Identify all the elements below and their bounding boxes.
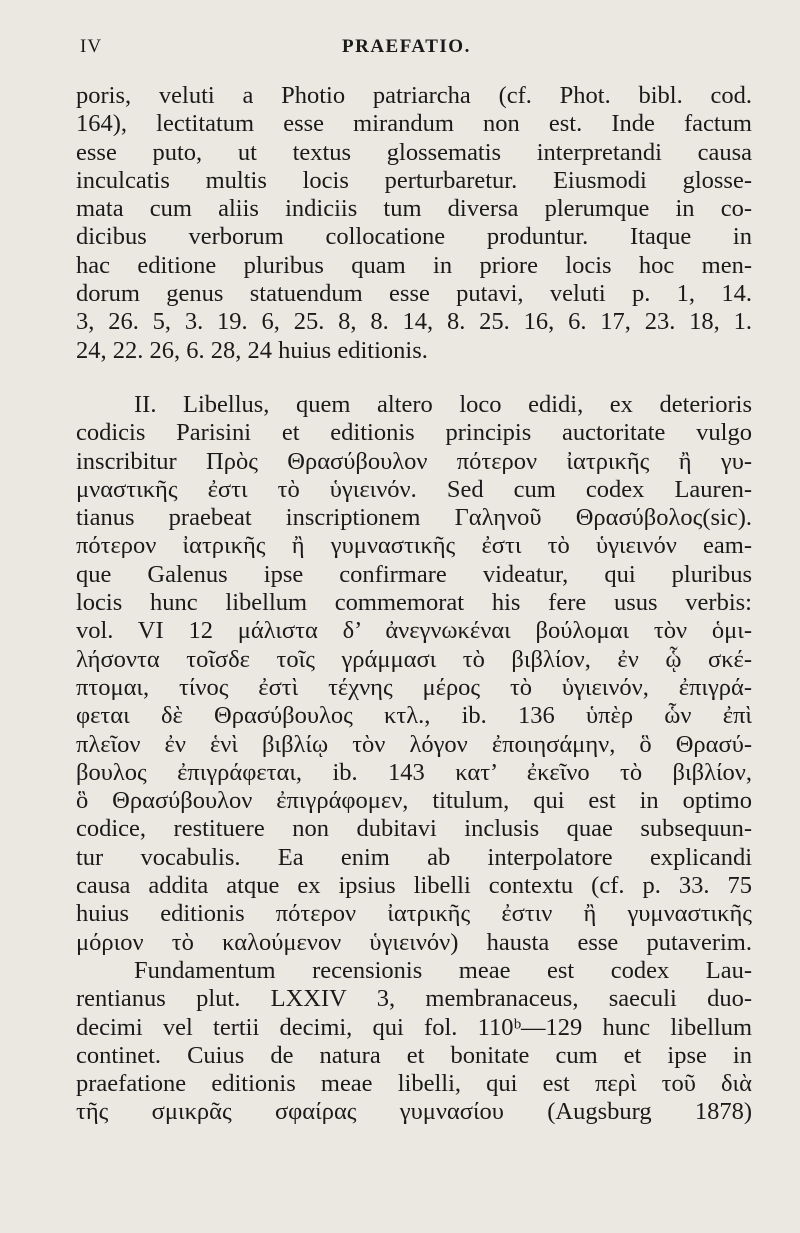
text-line: locis hunc libellum commemorat his fere usus verbis: xyxy=(76,589,752,617)
text-line: πότερον ἰατρικῆς ἢ γυμναστικῆς ἐστι τὸ ὑγιεινόν eam- xyxy=(76,532,752,560)
text-line: mata cum aliis indiciis tum diversa plerumque in co- xyxy=(76,195,752,223)
text-line: λήσοντα τοῖσδε τοῖς γράμμασι τὸ βιβλίον, ἐν ᾧ σκέ- xyxy=(76,645,752,673)
text-line: causa addita atque ex ipsius libelli contextu (cf. p. 33. 75 xyxy=(76,872,752,900)
text-line: πλεῖον ἐν ἑνὶ βιβλίῳ τὸν λόγον ἐποιησάμην, ὃ Θρασύ- xyxy=(76,730,752,758)
text-line: dorum genus statuendum esse putavi, veluti p. 1, 14. xyxy=(76,280,752,308)
paragraph-2 xyxy=(76,391,752,957)
text-line: μόριον τὸ καλούμενον ὑγιεινόν) hausta esse putaverim. xyxy=(76,928,752,956)
text-line: hac editione pluribus quam in priore locis hoc men- xyxy=(76,251,752,279)
text-line: βουλος ἐπιγράφεται, ib. 143 κατ’ ἐκεῖνο τὸ βιβλίον, xyxy=(76,758,752,786)
text-line: τῆς σμικρᾶς σφαίρας γυμνασίου (Augsburg 1878) xyxy=(76,1098,752,1126)
text-line: que Galenus ipse confirmare videatur, qui pluribus xyxy=(76,560,752,588)
text-line: inscribitur Πρὸς Θρασύβουλον πότερον ἰατρικῆς ἢ γυ- xyxy=(76,447,752,475)
paragraph-1 xyxy=(76,82,752,365)
text-line: ὃ Θρασύβουλον ἐπιγράφομεν, titulum, qui est in optimo xyxy=(76,787,752,815)
text-line: 164), lectitatum esse mirandum non est. Inde factum xyxy=(76,110,752,138)
text-line: rentianus plut. LXXIV 3, membranaceus, saeculi duo- xyxy=(76,985,752,1013)
text-line: inculcatis multis locis perturbaretur. Eiusmodi glosse- xyxy=(76,166,752,194)
text-line: 3, 26. 5, 3. 19. 6, 25. 8, 8. 14, 8. 25. 16, 6. 17, 23. 18, 1. xyxy=(76,308,752,336)
text-line: 24, 22. 26, 6. 28, 24 huius editionis. xyxy=(76,336,428,364)
paragraph-3 xyxy=(76,957,752,1127)
text-line: decimi vel tertii decimi, qui fol. 110ᵇ—129 hunc libellum xyxy=(76,1013,752,1041)
text-line: praefatione editionis meae libelli, qui est περὶ τοῦ διὰ xyxy=(76,1070,752,1098)
text-line: tur vocabulis. Ea enim ab interpolatore explicandi xyxy=(76,843,752,871)
body-text xyxy=(76,82,752,1127)
running-head xyxy=(80,36,750,66)
paragraph-gap xyxy=(76,365,752,391)
text-line: continet. Cuius de natura et bonitate cum et ipse in xyxy=(76,1041,752,1069)
text-line: esse puto, ut textus glossematis interpretandi causa xyxy=(76,138,752,166)
text-line: πτομαι, τίνος ἐστὶ τέχνης μέρος τὸ ὑγιεινόν, ἐπιγρά- xyxy=(76,673,752,701)
text-line: codicis Parisini et editionis principis auctoritate vulgo xyxy=(76,419,752,447)
text-line: poris, veluti a Photio patriarcha (cf. Phot. bibl. cod. xyxy=(76,82,752,109)
text-line: Fundamentum recensionis meae est codex Lau- xyxy=(134,956,752,984)
text-line: codice, restituere non dubitavi inclusis quae subsequun- xyxy=(76,815,752,843)
text-line: μναστικῆς ἐστι τὸ ὑγιεινόν. Sed cum codex Lauren- xyxy=(76,475,752,503)
text-line: φεται δὲ Θρασύβουλος κτλ., ib. 136 ὑπὲρ ὧν ἐπὶ xyxy=(76,702,752,730)
text-line: vol. VI 12 μάλιστα δ’ ἀνεγνωκέναι βούλομαι τὸν ὁμι- xyxy=(76,617,752,645)
text-line: II. Libellus, quem altero loco edidi, ex deterioris xyxy=(134,390,752,418)
text-line: dicibus verborum collocatione produntur. Itaque in xyxy=(76,223,752,251)
running-title: PRAEFATIO. xyxy=(342,36,471,57)
page-number: IV xyxy=(80,36,103,57)
text-line: huius editionis πότερον ἰατρικῆς ἐστιν ἢ γυμναστικῆς xyxy=(76,900,752,928)
text-line: tianus praebeat inscriptionem Γαληνοῦ Θρασύβολος(sic). xyxy=(76,504,752,532)
